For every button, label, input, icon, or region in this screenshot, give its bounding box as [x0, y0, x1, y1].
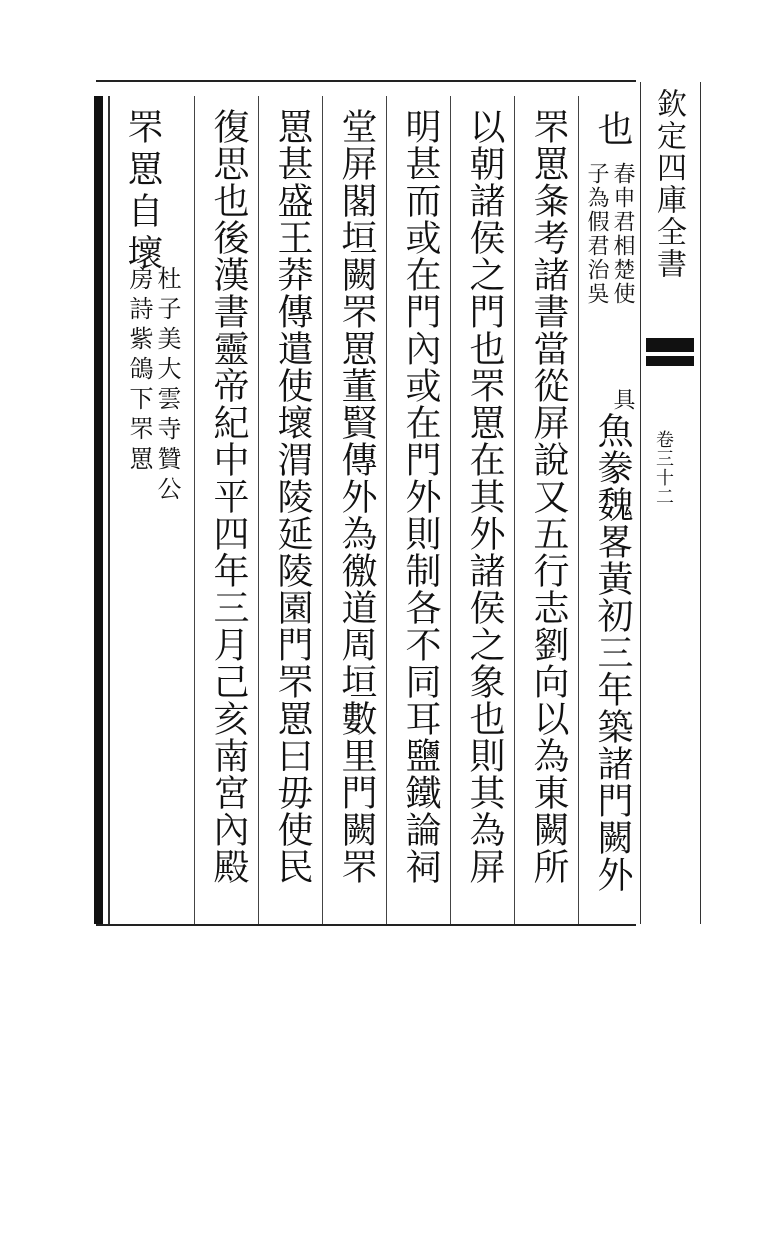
column-rule: [514, 96, 515, 924]
column-8-note-right: 杜子美大雲寺贊公: [153, 266, 181, 506]
page-frame-top: [96, 80, 636, 82]
text-column-8: [114, 96, 192, 924]
margin-band-line-left: [640, 82, 641, 924]
page-frame-left-thick: [94, 96, 103, 924]
column-rule: [450, 96, 451, 924]
margin-volume: 卷三十二: [653, 430, 674, 506]
margin-title: 欽定四庫全書: [651, 88, 686, 280]
text-column-2: 罘罳夈考諸書當從屏說又五行志劉向以為東闕所: [528, 108, 569, 885]
text-column-6: 罳甚盛王莽傳遣使壞渭陵延陵園門罘罳曰毋使民: [272, 108, 313, 885]
column-8-note-left: 房詩紫鴿下罘罳: [125, 266, 153, 476]
column-rule: [258, 96, 259, 924]
column-1-big-top: 也: [592, 110, 633, 150]
column-1-note-bottom-right: 具: [610, 388, 635, 412]
margin-band-line-right: [700, 82, 701, 924]
text-column-5: 堂屏閣垣闕罘罳董賢傳外為徼道周垣數里門闕罘: [336, 108, 377, 885]
column-1-note-left: 子為假君治吳: [584, 162, 609, 306]
text-column-7: 復思也後漢書靈帝紀中平四年三月己亥南宮內殿: [208, 108, 249, 885]
page-frame-left-thin: [108, 96, 110, 924]
column-rule: [386, 96, 387, 924]
column-1-note-right: 春申君相楚使: [610, 162, 635, 306]
column-1-big-bottom: 魚豢魏畧黃初三年築諸門闕外: [592, 412, 633, 893]
column-rule: [194, 96, 195, 924]
text-column-1: [582, 96, 638, 924]
column-rule: [322, 96, 323, 924]
column-8-big: 罘罳自壞: [122, 108, 163, 276]
text-column-4: 明甚而或在門內或在門外則制各不同耳鹽鐵論祠: [400, 108, 441, 885]
text-column-3: 以朝諸侯之門也罘罳在其外諸侯之象也則其為屏: [464, 108, 505, 885]
fish-tail-mark: [646, 332, 694, 372]
column-rule: [578, 96, 579, 924]
